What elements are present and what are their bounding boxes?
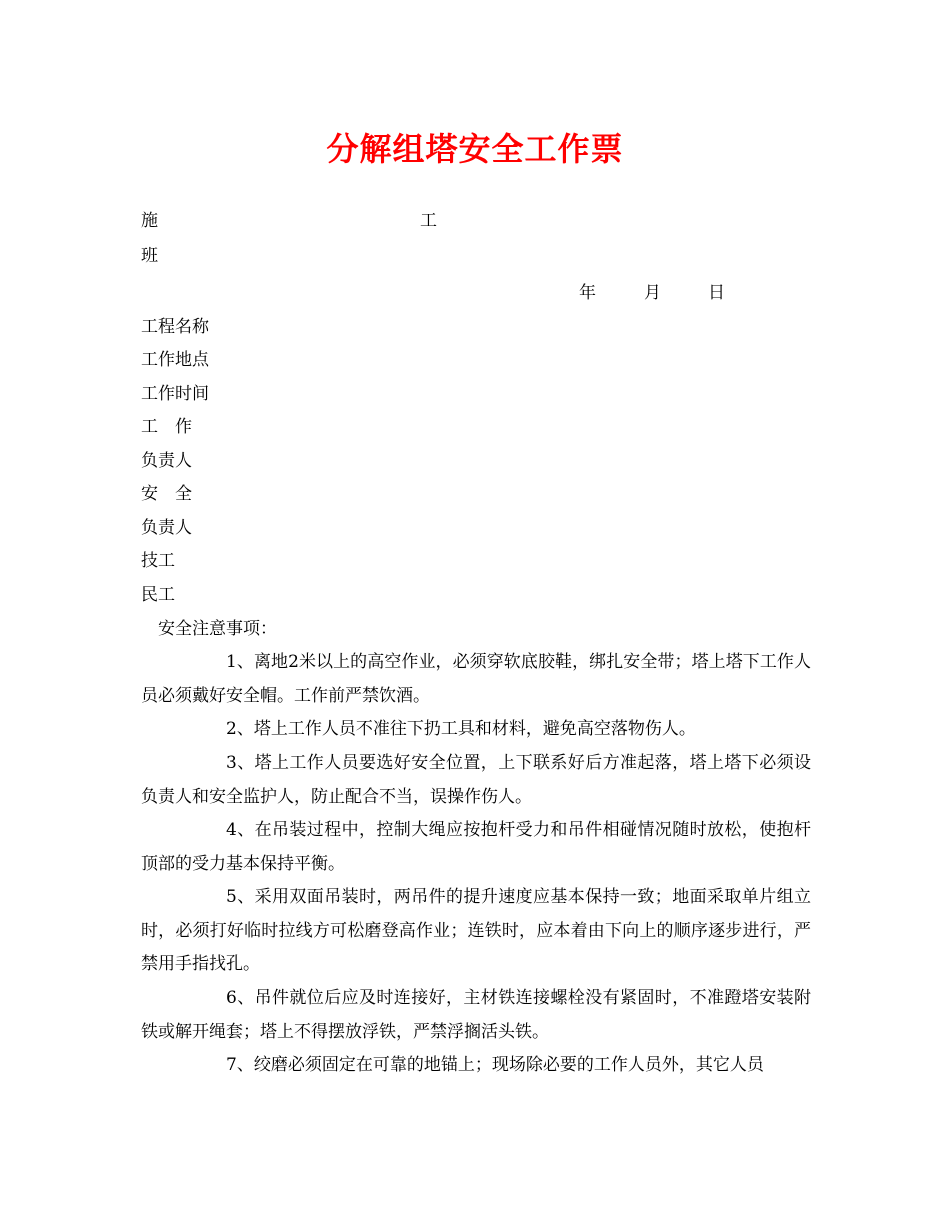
field-work-location: 工作地点 <box>141 350 209 370</box>
field-work-time: 工作时间 <box>141 384 209 404</box>
safety-notes-heading: 安全注意事项： <box>158 619 277 639</box>
field-laborer: 民工 <box>141 585 175 605</box>
header-gong-label: 工 <box>420 211 437 231</box>
date-month-label: 月 <box>644 283 661 303</box>
safety-note-3: 3、塔上工作人员要选好安全位置，上下联系好后方准起落，塔上塔下必须设负责人和安全监护人，防止配合不当，误操作伤人。 <box>141 753 811 807</box>
field-safety-leader-line2: 负责人 <box>141 518 192 538</box>
safety-note-5: 5、采用双面吊装时，两吊件的提升速度应基本保持一致；地面采取单片组立时，必须打好临时拉线方可松磨登高作业；连铁时，应本着由下向上的顺序逐步进行，严禁用手指找孔。 <box>141 887 811 974</box>
field-project-name: 工程名称 <box>141 317 209 337</box>
safety-note-7: 7、绞磨必须固定在可靠的地锚上；现场除必要的工作人员外，其它人员 <box>226 1055 764 1075</box>
safety-note-4: 4、在吊装过程中，控制大绳应按抱杆受力和吊件相碰情况随时放松，使抱杆顶部的受力基本保持平衡。 <box>141 820 811 874</box>
document-title: 分解组塔安全工作票 <box>326 130 624 168</box>
header-ban-label: 班 <box>141 246 158 266</box>
field-technician: 技工 <box>141 551 175 571</box>
safety-note-1: 1、离地2米以上的高空作业，必须穿软底胶鞋，绑扎安全带；塔上塔下工作人员必须戴好安全帽。工作前严禁饮酒。 <box>141 652 811 706</box>
date-day-label: 日 <box>708 283 725 303</box>
field-work-leader-line1: 工作 <box>141 417 209 437</box>
field-work-leader-line2: 负责人 <box>141 451 192 471</box>
safety-note-2: 2、塔上工作人员不准往下扔工具和材料，避免高空落物伤人。 <box>226 719 696 739</box>
safety-note-6: 6、吊件就位后应及时连接好，主材铁连接螺栓没有紧固时，不准蹬塔安装附铁或解开绳套；塔上不得摆放浮铁，严禁浮搁活头铁。 <box>141 988 811 1042</box>
field-safety-leader-line1: 安全 <box>141 484 209 504</box>
header-shi-label: 施 <box>141 211 158 231</box>
date-year-label: 年 <box>579 283 596 303</box>
